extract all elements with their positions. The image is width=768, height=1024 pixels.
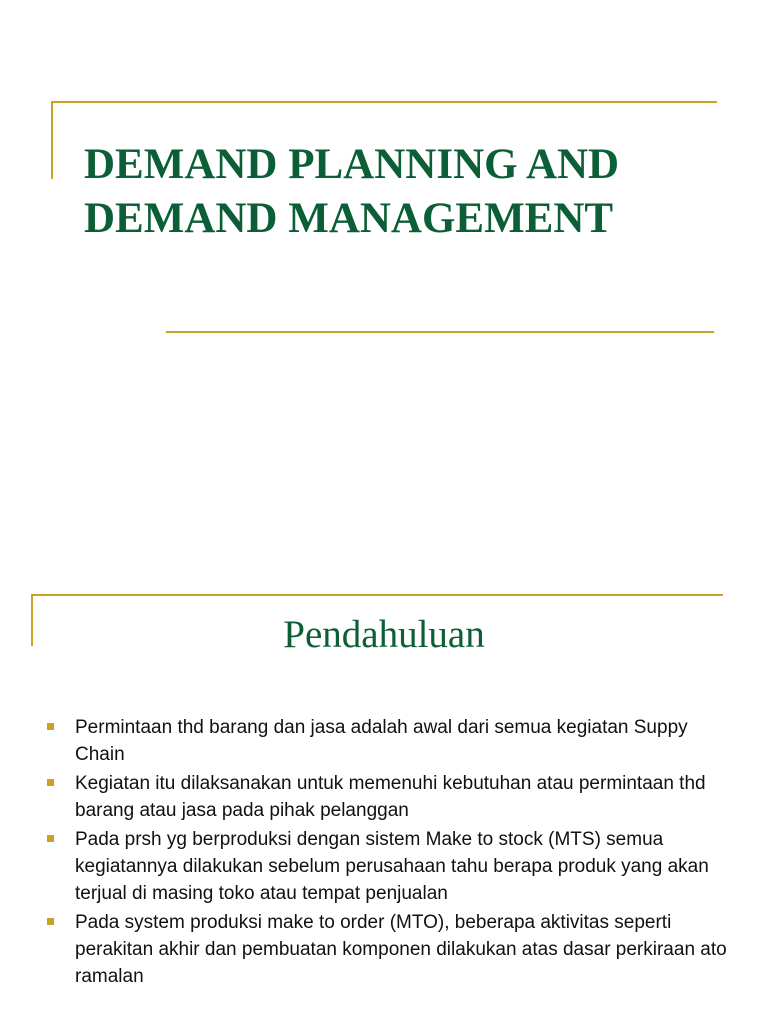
- bullet-text: Permintaan thd barang dan jasa adalah awal dari semua kegiatan Suppy Chain: [75, 717, 688, 765]
- title-left-tick: [51, 101, 53, 179]
- slide-heading: Pendahuluan: [283, 613, 485, 656]
- bullet-item: [44, 714, 734, 768]
- bullet-item: [44, 826, 734, 907]
- bullet-list: [44, 714, 734, 992]
- bullet-item: [44, 770, 734, 824]
- square-bullet-icon: [47, 779, 54, 786]
- title-top-rule: [51, 101, 717, 103]
- bullet-text: Pada prsh yg berproduksi dengan sistem Make to stock (MTS) semua kegiatannya dilakukan sebelum perusahaan tahu berapa produk yang akan terjual di masing toko atau tempat penjualan: [75, 829, 709, 904]
- slide-title-text: DEMAND PLANNING AND DEMAND MANAGEMENT: [84, 141, 620, 242]
- square-bullet-icon: [47, 723, 54, 730]
- square-bullet-icon: [47, 835, 54, 842]
- bullet-text: Kegiatan itu dilaksanakan untuk memenuhi kebutuhan atau permintaan thd barang atau jasa pada pihak pelanggan: [75, 773, 706, 821]
- title-bottom-rule: [166, 331, 714, 333]
- bullet-text: Pada system produksi make to order (MTO), beberapa aktivitas seperti perakitan akhir dan pembuatan komponen dilakukan atas dasar perkiraan ato ramalan: [75, 912, 727, 987]
- bullet-item: [44, 909, 734, 990]
- slide-pendahuluan: [0, 578, 768, 1024]
- square-bullet-icon: [47, 918, 54, 925]
- heading-top-rule: [31, 594, 723, 596]
